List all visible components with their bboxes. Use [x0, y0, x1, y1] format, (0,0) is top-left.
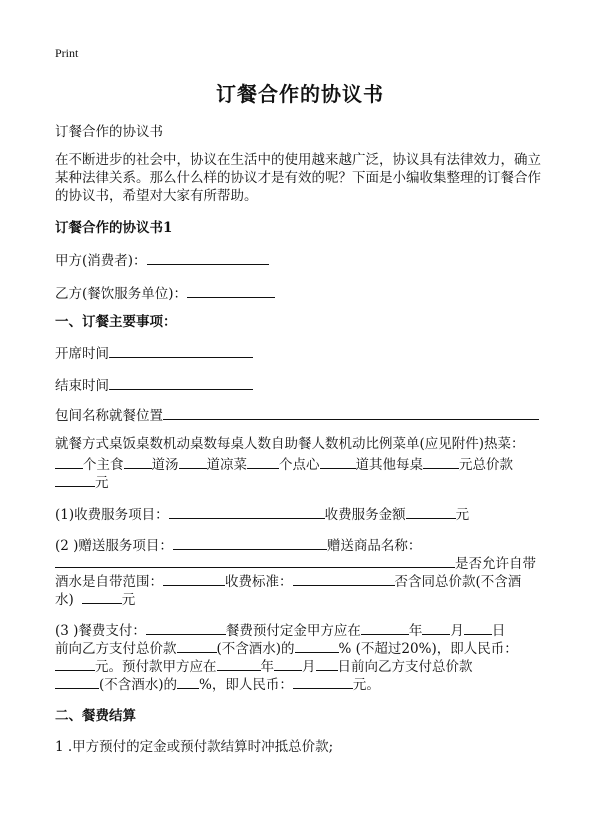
dining-staple: 个主食	[83, 457, 124, 473]
prepay-total-blank[interactable]	[55, 674, 99, 689]
prepay-year-label: 年	[260, 659, 274, 675]
no-wine-label: (不含酒水)的	[216, 641, 295, 657]
party-a-row	[55, 250, 269, 271]
fee-standard-blank[interactable]	[293, 571, 395, 586]
paid-service-amount-label: 收费服务金额	[324, 507, 406, 523]
wine-range-blank[interactable]	[163, 571, 225, 586]
prepay-percent-blank[interactable]	[177, 674, 199, 689]
party-b-row	[55, 283, 275, 304]
prepay-yuan-label: 元。	[352, 677, 380, 693]
party-a-blank[interactable]	[147, 250, 269, 265]
dining-total: 元总价款	[459, 457, 513, 473]
percent-blank[interactable]	[295, 638, 339, 653]
month-label: 月	[450, 623, 464, 639]
prepay-no-wine-label: (不含酒水)的	[99, 677, 178, 693]
prepay-month-blank[interactable]	[274, 656, 302, 671]
deposit-day-blank[interactable]	[464, 620, 492, 635]
page-title: 订餐合作的协议书	[216, 82, 384, 106]
start-time-label: 开席时间	[55, 346, 109, 362]
dining-line-2	[55, 454, 513, 475]
paid-service-yuan: 元	[455, 507, 470, 523]
wine-amount-blank[interactable]	[82, 589, 122, 604]
heading-2: 二、餐费结算	[55, 708, 136, 724]
print-link[interactable]: Print	[55, 46, 79, 60]
start-time-row	[55, 343, 253, 364]
dining-cold: 道凉菜	[206, 457, 247, 473]
prepay-rmb-blank[interactable]	[293, 674, 353, 689]
prepay-day-blank[interactable]	[316, 656, 338, 671]
gift-service-blank[interactable]	[173, 535, 327, 550]
gift-goods-blank[interactable]	[55, 553, 455, 568]
prepay-label: 元。预付款甲方应在	[95, 659, 217, 675]
end-time-label: 结束时间	[55, 378, 109, 394]
dining-line-3	[55, 472, 109, 493]
dining-soup: 道汤	[151, 457, 179, 473]
section-title: 订餐合作的协议书1	[55, 220, 173, 236]
party-b-blank[interactable]	[187, 283, 275, 298]
gift-service-label: (2 )赠送服务项目：	[55, 538, 173, 554]
paid-amount-blank[interactable]	[406, 504, 456, 519]
included-label: 否含同总价款(不含酒	[394, 574, 522, 590]
prepay-month-label: 月	[302, 659, 316, 675]
pay-total-blank[interactable]	[177, 638, 217, 653]
settle-line-1: 1 .甲方预付的定金或预付款结算时冲抵总价款;	[55, 739, 334, 755]
end-time-blank[interactable]	[109, 375, 253, 390]
gift-yuan: 元	[121, 592, 136, 608]
rmb-blank[interactable]	[55, 656, 95, 671]
party-b-label: 乙方(餐饮服务单位)：	[55, 286, 188, 302]
deposit-label: 餐费预付定金甲方应在	[225, 623, 361, 639]
end-time-row	[55, 375, 253, 396]
start-time-blank[interactable]	[109, 343, 253, 358]
payment-blank[interactable]	[146, 620, 226, 635]
water-label: 水)	[55, 592, 74, 608]
prepay-year-blank[interactable]	[217, 656, 261, 671]
paid-service-blank[interactable]	[169, 504, 325, 519]
gift-line-4	[55, 589, 135, 610]
gift-goods-label: 赠送商品名称：	[326, 538, 422, 554]
dining-yuan: 元	[95, 475, 109, 491]
intro-line-1: 在不断进步的社会中，协议在生活中的使用越来越广泛，协议具有法律效力，确立	[55, 152, 541, 168]
dining-line-1: 就餐方式桌饭桌数机动桌数每桌人数自助餐人数机动比例菜单(应见附件)热菜：	[55, 436, 525, 452]
per-table-blank[interactable]	[423, 454, 459, 469]
dining-other: 道其他每桌	[355, 457, 423, 473]
total-price-blank[interactable]	[55, 472, 95, 487]
dining-snack: 个点心	[279, 457, 320, 473]
snack-blank[interactable]	[247, 454, 279, 469]
day-label: 日	[491, 623, 506, 639]
year-label: 年	[408, 623, 423, 639]
fee-standard-label: 收费标准：	[225, 574, 293, 590]
paid-service-label: (1)收费服务项目：	[55, 507, 169, 523]
deposit-year-blank[interactable]	[361, 620, 409, 635]
heading-1: 一、订餐主要事项：	[55, 314, 177, 330]
percent-limit-label: % (不超过20%)，即人民币：	[338, 641, 518, 657]
room-label: 包间名称就餐位置	[55, 408, 163, 424]
payment-label: (3 )餐费支付：	[55, 623, 146, 639]
payment-line-4	[55, 674, 380, 695]
paid-service-row	[55, 504, 469, 525]
prepay-day-label: 日前向乙方支付总价款	[337, 659, 473, 675]
wine-range-label: 酒水是自带范围：	[55, 574, 163, 590]
party-a-label: 甲方(消费者)：	[55, 253, 147, 269]
intro-line-3: 的协议书，希望对大家有所帮助。	[55, 188, 258, 204]
deposit-month-blank[interactable]	[422, 620, 450, 635]
document-subtitle: 订餐合作的协议书	[55, 124, 163, 140]
cold-blank[interactable]	[179, 454, 207, 469]
room-row	[55, 405, 539, 426]
own-wine-label: 是否允许自带	[455, 556, 536, 572]
pay-total-label: 前向乙方支付总价款	[55, 641, 177, 657]
other-blank[interactable]	[320, 454, 356, 469]
intro-line-2: 某种法律关系。那么什么样的协议才是有效的呢？下面是小编收集整理的订餐合作	[55, 170, 541, 186]
staple-blank[interactable]	[55, 454, 83, 469]
prepay-rmb-label: %，即人民币：	[199, 677, 293, 693]
soup-blank[interactable]	[124, 454, 152, 469]
room-blank[interactable]	[163, 405, 539, 420]
